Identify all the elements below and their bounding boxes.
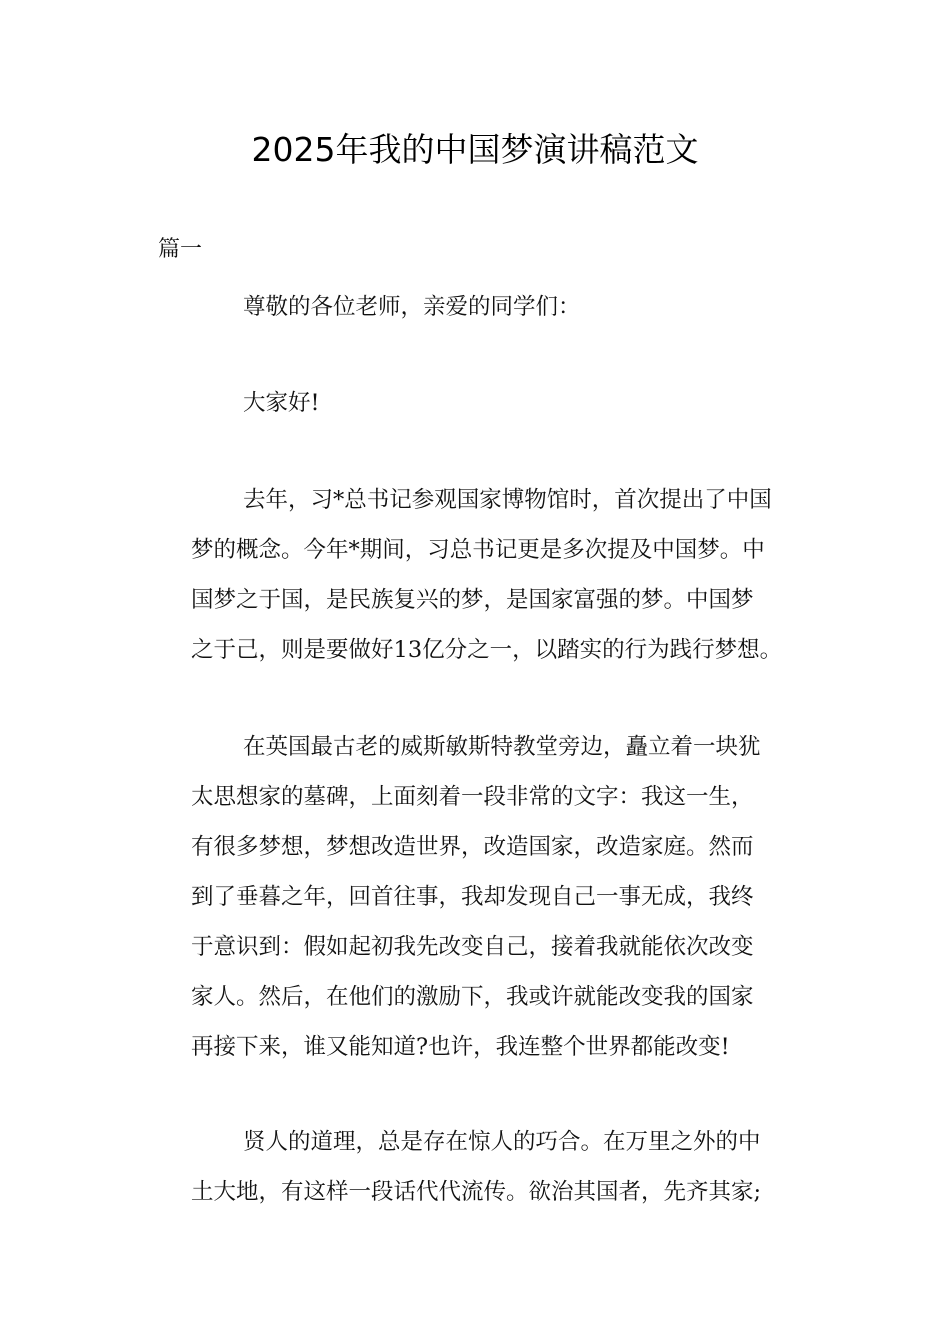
paragraph-line: 在英国最古老的威斯敏斯特教堂旁边，矗立着一块犹 [243,734,761,760]
hello-paragraph [146,378,806,428]
greeting-paragraph [146,282,806,332]
paragraph-line: 于意识到：假如起初我先改变自己，接着我就能依次改变 [191,934,754,960]
paragraph-line: 去年，习*总书记参观国家博物馆时，首次提出了中国 [243,487,772,513]
paragraph-line: 家人。然后，在他们的激励下，我或许就能改变我的国家 [191,984,754,1010]
body-paragraph-3 [146,1117,806,1217]
greeting-text: 尊敬的各位老师，亲爱的同学们： [243,294,581,320]
body-paragraph-1 [146,475,806,675]
paragraph-line: 土大地，有这样一段话代代流传。欲治其国者，先齐其家; [191,1179,762,1205]
paragraph-line: 有很多梦想，梦想改造世界，改造国家，改造家庭。然而 [191,834,754,860]
body-paragraph-2 [146,722,806,1072]
paragraph-line: 到了垂暮之年，回首往事，我却发现自己一事无成，我终 [191,884,754,910]
paragraph-line: 梦的概念。今年*期间，习总书记更是多次提及中国梦。中 [191,537,765,563]
paragraph-line: 国梦之于国，是民族复兴的梦，是国家富强的梦。中国梦 [191,587,754,613]
paragraph-line: 贤人的道理，总是存在惊人的巧合。在万里之外的中 [243,1129,761,1155]
section-label: 篇一 [158,237,203,262]
paragraph-line: 太思想家的墓碑，上面刻着一段非常的文字：我这一生， [191,784,754,810]
paragraph-line: 之于己，则是要做好13亿分之一，以踏实的行为践行梦想。 [191,637,783,663]
document-title: 2025年我的中国梦演讲稿范文 [251,130,699,169]
hello-text: 大家好! [243,390,320,416]
paragraph-line: 再接下来，谁又能知道?也许，我连整个世界都能改变! [191,1034,730,1060]
